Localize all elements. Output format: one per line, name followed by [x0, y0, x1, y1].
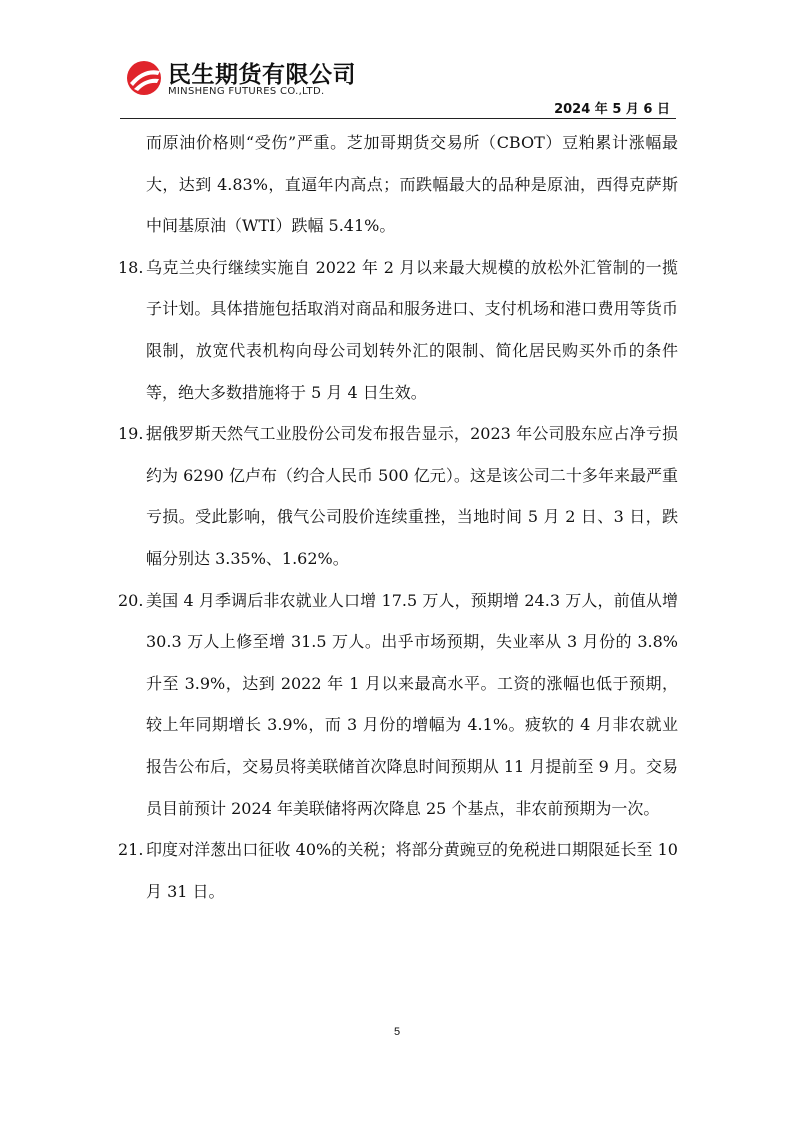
item-text: 据俄罗斯天然气工业股份公司发布报告显示，2023 年公司股东应占净亏损约为 6290 亿卢布（约合人民币 500 亿元）。这是该公司二十多年来最严重亏损。受此影响，俄气公司股价连续重挫，当地时间 5 月 2 日、3 日，跌幅分别达 3.35%、1.62%。	[146, 424, 678, 568]
continued-paragraph: 而原油价格则“受伤”严重。芝加哥期货交易所（CBOT）豆粕累计涨幅最大，达到 4.83%，直逼年内高点；而跌幅最大的品种是原油，西得克萨斯中间基原油（WTI）跌幅 5.41%。	[146, 133, 678, 236]
list-item-21	[118, 829, 678, 912]
minsheng-logo-icon	[124, 58, 164, 98]
item-number: 21.	[118, 840, 144, 860]
item-number: 18.	[118, 257, 144, 277]
list-item-20	[118, 580, 678, 830]
body-content	[118, 122, 678, 912]
list-item-19	[118, 413, 678, 579]
item-text: 印度对洋葱出口征收 40%的关税；将部分黄豌豆的免税进口期限延长至 10 月 31 日。	[146, 840, 678, 901]
logo-chinese-name: 民生期货有限公司	[168, 62, 356, 88]
logo-english-name: MINSHENG FUTURES CO.,LTD.	[168, 86, 325, 97]
report-date: 2024 年 5 月 6 日	[554, 102, 670, 117]
item-number: 19.	[118, 424, 144, 444]
item-text: 美国 4 月季调后非农就业人口增 17.5 万人，预期增 24.3 万人，前值从增 30.3 万人上修至增 31.5 万人。出乎市场预期，失业率从 3 月份的 3.8%升至 3.9%，达到 2022 年 1 月以来最高水平。工资的涨幅也低于预期，较上年同期增长 3.9%，而 3 月份的增幅为 4.1%。疲软的 4 月非农就业报告公布后，交易员将美联储首次降息时间预期从 11 月提前至 9 月。交易员目前预计 2024 年美联储将两次降息 25 个基点，非农前预期为一次。	[146, 590, 678, 818]
company-logo	[124, 56, 364, 102]
item-number: 20.	[118, 590, 144, 610]
header-divider	[120, 118, 676, 119]
list-item-18	[118, 247, 678, 413]
page-number: 5	[393, 1026, 401, 1038]
item-text: 乌克兰央行继续实施自 2022 年 2 月以来最大规模的放松外汇管制的一揽子计划。具体措施包括取消对商品和服务进口、支付机场和港口费用等货币限制，放宽代表机构向母公司划转外汇的限制、简化居民购买外币的条件等，绝大多数措施将于 5 月 4 日生效。	[146, 257, 678, 402]
